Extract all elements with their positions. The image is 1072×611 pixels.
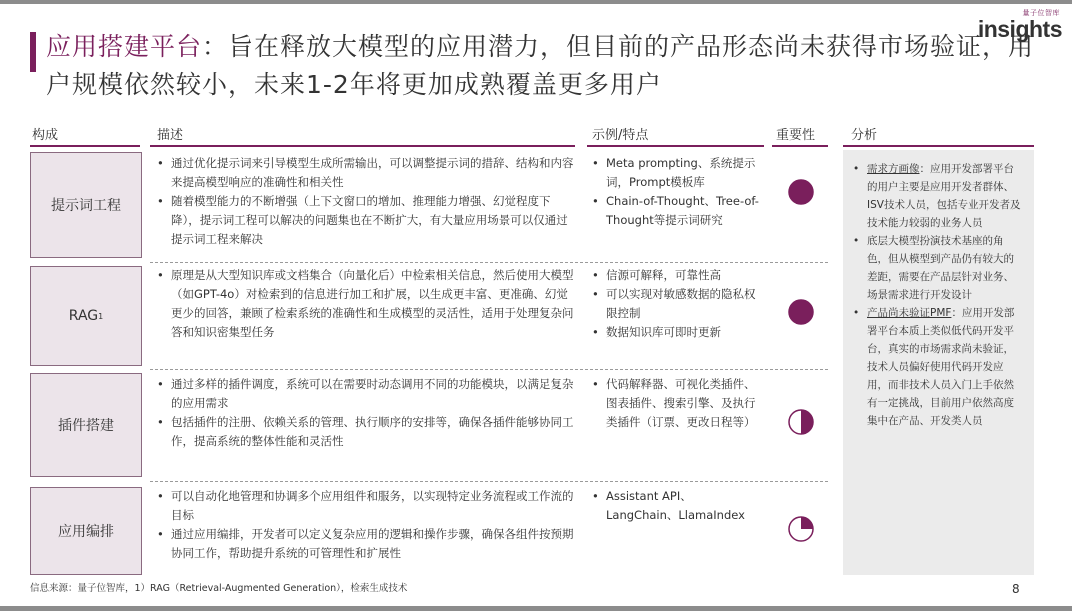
title-rest: ：旨在释放大模型的应用潜力，但目前的产品形态尚未获得市场验证，用户规模依然较小，未来1-2年将更加成熟覆盖更多用户 [46, 32, 1035, 99]
feature-bullet: • Assistant API、LangChain、LlamaIndex [592, 487, 762, 525]
description-bullet: • 通过多样的插件调度，系统可以在需要时动态调用不同的功能模块，以满足复杂的应用需求 [157, 375, 577, 413]
feature-bullet: • 信源可解释，可靠性高 [592, 266, 762, 285]
description-cell [157, 154, 577, 249]
feature-bullet: • Chain-of-Thought、Tree-of-Thought等提示词研究 [592, 192, 762, 230]
importance-pie-icon [788, 516, 814, 542]
analysis-text [853, 160, 1023, 430]
logo-subtitle: 量子位智库 [1022, 9, 1060, 17]
features-cell [592, 266, 762, 342]
component-box [30, 152, 142, 258]
header-features: 示例/特点 [592, 128, 649, 143]
analysis-keyword: 需求方画像 [867, 163, 920, 175]
analysis-body: 底层大模型扮演技术基座的角色，但从模型到产品仍有较大的差距，需要在产品层针对业务、场景需求进行开发设计 [867, 235, 1014, 301]
footnote-marker: 1 [98, 311, 104, 321]
importance-fill [801, 517, 813, 529]
analysis-bullet [853, 160, 1023, 232]
analysis-bullet [853, 232, 1023, 304]
feature-bullet: • 数据知识库可即时更新 [592, 323, 762, 342]
description-bullet: • 原理是从大型知识库或文档集合（向量化后）中检索相关信息，然后使用大模型（如GPT-4o）对检索到的信息进行加工和扩展，以生成更丰富、更准确、幻觉更少的回答，兼顾了检索系统的准确性和生成模型的灵活性，适用于处理复杂问答和知识密集型任务 [157, 266, 577, 342]
feature-bullet: • 可以实现对敏感数据的隐私权限控制 [592, 285, 762, 323]
description-bullet: • 包括插件的注册、依赖关系的管理、执行顺序的安排等，确保各插件能够协同工作，提高系统的整体性能和灵活性 [157, 413, 577, 451]
row-divider [150, 481, 828, 482]
component-box [30, 487, 142, 575]
description-bullet: • 可以自动化地管理和协调多个应用组件和服务，以实现特定业务流程或工作流的目标 [157, 487, 577, 525]
bottom-rule [0, 606, 1072, 611]
row-divider [150, 369, 828, 370]
header-underline [772, 145, 828, 147]
description-cell [157, 487, 577, 563]
source-footnote: 信息来源：量子位智库，1）RAG（Retrieval-Augmented Generation），检索生成技术 [30, 583, 408, 594]
description-bullet: • 通过优化提示词来引导模型生成所需输出，可以调整提示词的措辞、结构和内容来提高模型响应的准确性和相关性 [157, 154, 577, 192]
importance-pie-icon [788, 409, 814, 435]
description-cell [157, 375, 577, 451]
features-cell [592, 154, 762, 230]
analysis-bullet [853, 304, 1023, 430]
analysis-body: ：应用开发部署平台的用户主要是应用开发者群体、ISV技术人员，包括专业开发者及技术能力较弱的业务人员 [867, 163, 1021, 229]
analysis-keyword: 产品尚未验证PMF [867, 307, 952, 319]
title-accent-bar [30, 32, 36, 72]
logo-wordmark: insights [977, 16, 1062, 42]
header-underline [150, 145, 575, 147]
description-bullet: • 随着模型能力的不断增强（上下文窗口的增加、推理能力增强、幻觉程度下降），提示词工程可以解决的问题集也在不断扩大，有大量应用场景可以仅通过提示词工程来解决 [157, 192, 577, 249]
feature-bullet: • 代码解释器、可视化类插件、图表插件、搜索引擎、及执行类插件（订票、更改日程等） [592, 375, 762, 432]
header-analysis: 分析 [851, 128, 878, 143]
header-underline [843, 145, 1034, 147]
header-underline [587, 145, 764, 147]
page-title [46, 28, 1036, 104]
description-cell [157, 266, 577, 342]
importance-fill [801, 410, 813, 434]
component-label: 提示词工程 [51, 198, 121, 214]
component-label: 插件搭建 [58, 418, 114, 434]
component-box [30, 266, 142, 366]
feature-bullet: • Meta prompting、系统提示词，Prompt模板库 [592, 154, 762, 192]
features-cell [592, 487, 762, 525]
title-highlight: 应用搭建平台 [46, 32, 203, 61]
top-rule [0, 0, 1072, 4]
page-number: 8 [1012, 582, 1020, 596]
header-description: 描述 [157, 128, 184, 143]
header-importance: 重要性 [776, 128, 816, 143]
row-divider [150, 262, 828, 263]
analysis-body: ：应用开发部署平台本质上类似低代码开发平台，真实的市场需求尚未验证，技术人员偏好使用代码开发应用，而非技术人员入门上手依然有一定挑战，目前用户依然高度集中在产品、开发类人员 [867, 307, 1015, 427]
importance-pie-icon [788, 179, 814, 205]
component-box [30, 373, 142, 477]
component-label: 应用编排 [58, 524, 114, 540]
component-label: RAG [68, 308, 99, 324]
features-cell [592, 375, 762, 432]
importance-pie-icon [788, 299, 814, 325]
header-underline [30, 145, 140, 147]
header-component: 构成 [32, 128, 59, 143]
description-bullet: • 通过应用编排，开发者可以定义复杂应用的逻辑和操作步骤，确保各组件按预期协同工作，帮助提升系统的可管理性和扩展性 [157, 525, 577, 563]
